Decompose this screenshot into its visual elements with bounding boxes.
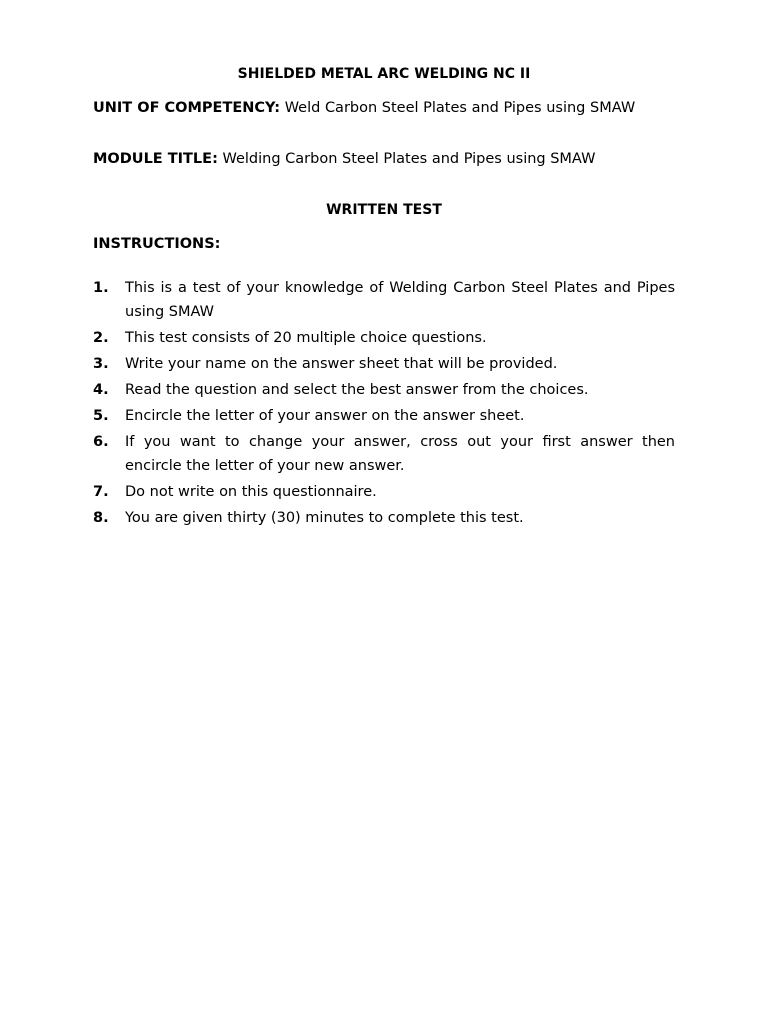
module-title-label: MODULE TITLE: [93, 151, 218, 167]
instruction-number: 4. [93, 382, 109, 398]
instruction-number: 7. [93, 484, 109, 500]
unit-of-competency-value: Weld Carbon Steel Plates and Pipes using SMAW [284, 100, 636, 116]
instruction-text: Write your name on the answer sheet that will be provided. [125, 356, 558, 372]
instruction-item [93, 276, 675, 324]
section-title: WRITTEN TEST [326, 202, 442, 218]
instruction-item [93, 480, 675, 504]
instruction-item [93, 352, 675, 376]
unit-of-competency-label: UNIT OF COMPETENCY: [93, 100, 281, 116]
instruction-text: Do not write on this questionnaire. [125, 484, 377, 500]
instruction-number: 3. [93, 356, 109, 372]
instruction-number: 1. [93, 280, 109, 296]
instruction-item [93, 506, 675, 530]
instruction-item [93, 430, 675, 478]
instruction-item [93, 378, 675, 402]
instruction-item [93, 404, 675, 428]
instruction-number: 6. [93, 434, 109, 450]
module-title [93, 150, 653, 169]
instruction-text: Encircle the letter of your answer on the answer sheet. [125, 408, 525, 424]
instruction-text: This test consists of 20 multiple choice questions. [125, 330, 487, 346]
unit-of-competency [93, 99, 653, 118]
instructions-list [93, 276, 675, 532]
instruction-text: You are given thirty (30) minutes to complete this test. [125, 510, 524, 526]
instruction-item [93, 326, 675, 350]
instruction-text: Read the question and select the best answer from the choices. [125, 382, 589, 398]
instructions-heading: INSTRUCTIONS: [93, 236, 221, 252]
instruction-text: This is a test of your knowledge of Welding Carbon Steel Plates and Pipes using SMAW [125, 280, 675, 320]
instruction-number: 2. [93, 330, 109, 346]
instruction-number: 5. [93, 408, 109, 424]
instruction-number: 8. [93, 510, 109, 526]
instruction-text: If you want to change your answer, cross out your first answer then encircle the letter of your new answer. [125, 434, 675, 474]
document-title: SHIELDED METAL ARC WELDING NC II [237, 66, 531, 82]
module-title-value: Welding Carbon Steel Plates and Pipes using SMAW [222, 151, 596, 167]
